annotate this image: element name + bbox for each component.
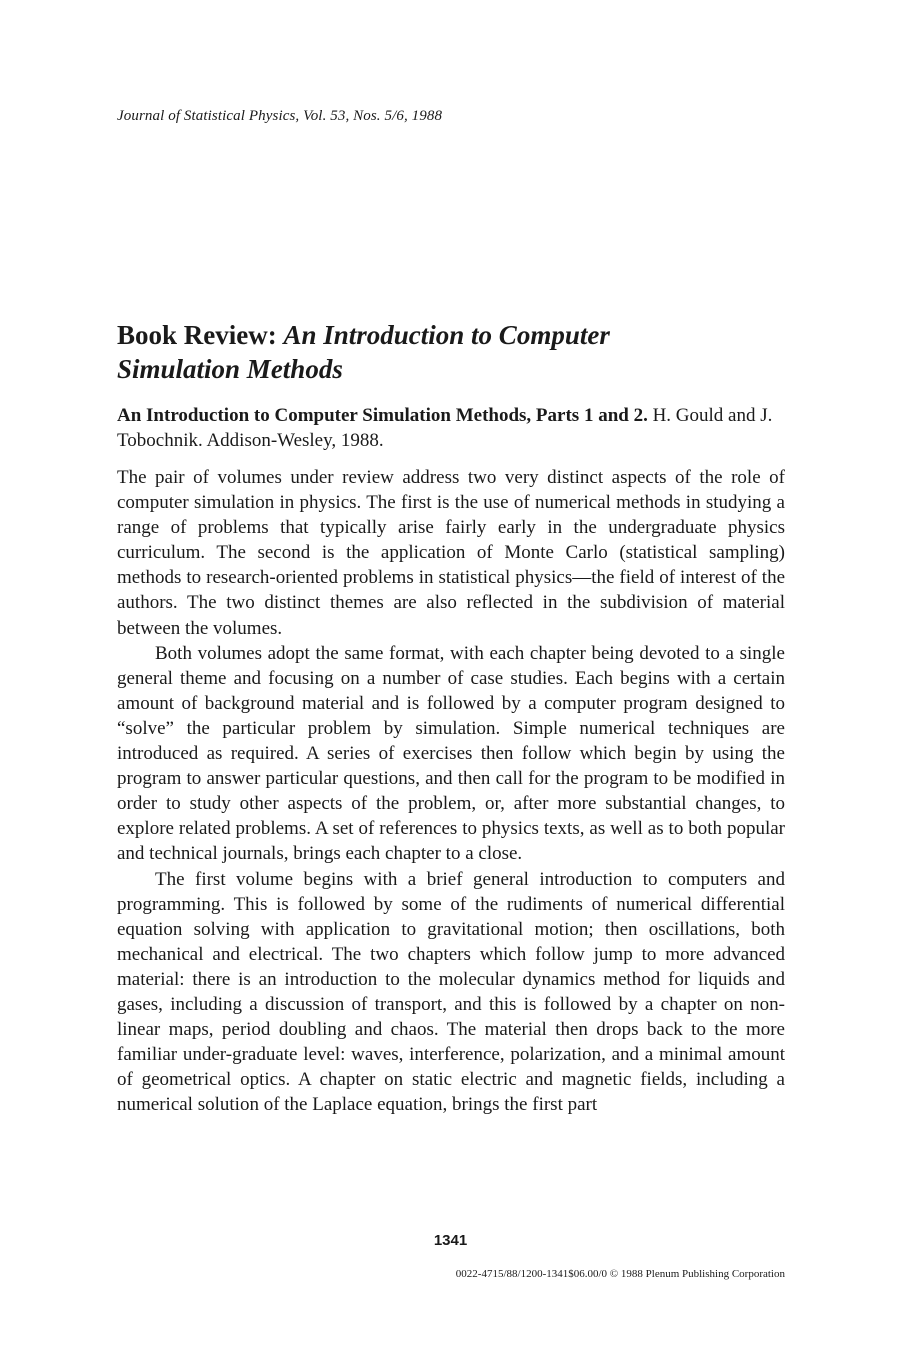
citation-book-title: An Introduction to Computer Simulation Methods, Parts 1 and 2. (117, 405, 648, 426)
title-italic-line-2: Simulation Methods (117, 354, 343, 384)
paragraph-1: The pair of volumes under review address two very distinct aspects of the role of computer simulation in physics. The first is the use of numerical methods in studying a range of problems that typically arise fairly early in the undergraduate physics curriculum. The second is the application of Monte Carlo (statistical sampling) methods to research-oriented problems in statistical physics—the field of interest of the authors. The two distinct themes are also reflected in the subdivision of material between the volumes. (117, 467, 785, 639)
article-title (117, 318, 797, 386)
review-body (117, 465, 785, 1117)
journal-header: Journal of Statistical Physics, Vol. 53, Nos. 5/6, 1988 (117, 108, 443, 124)
book-citation (117, 403, 785, 453)
citation-authors-publisher: H. Gould and J. Tobochnik. Addison-Wesley, 1988. (117, 405, 773, 451)
title-prefix: Book Review: (117, 320, 284, 350)
copyright-line: 0022-4715/88/1200-1341$06.00/0 © 1988 Plenum Publishing Corporation (455, 1268, 785, 1280)
page-number: 1341 (433, 1232, 468, 1249)
paragraph-2: Both volumes adopt the same format, with each chapter being devoted to a single general theme and focusing on a number of case studies. Each begins with a certain amount of background material and is followed by a computer program designed to “solve” the particular problem by simulation. Simple numerical techniques are introduced as required. A series of exercises then follow which begin by using the program to answer particular questions, and then call for the program to be modified in order to study other aspects of the problem, or, after more substantial changes, to explore related problems. A set of references to physics texts, as well as to both popular and technical journals, brings each chapter to a close. (117, 642, 785, 865)
title-italic-line-1: An Introduction to Computer (283, 320, 610, 350)
paragraph-3: The first volume begins with a brief general introduction to computers and programming. This is followed by some of the rudiments of numerical differential equation solving with application to gravitational motion; then oscillations, both mechanical and electrical. The two chapters which follow jump to more advanced material: there is an introduction to the molecular dynamics method for liquids and gases, including a discussion of transport, and this is followed by a chapter on non-linear maps, period doubling and chaos. The material then drops back to the more familiar under-graduate level: waves, interference, polarization, and a minimal amount of geometrical optics. A chapter on static electric and magnetic fields, including a numerical solution of the Laplace equation, brings the first part (117, 868, 785, 1116)
